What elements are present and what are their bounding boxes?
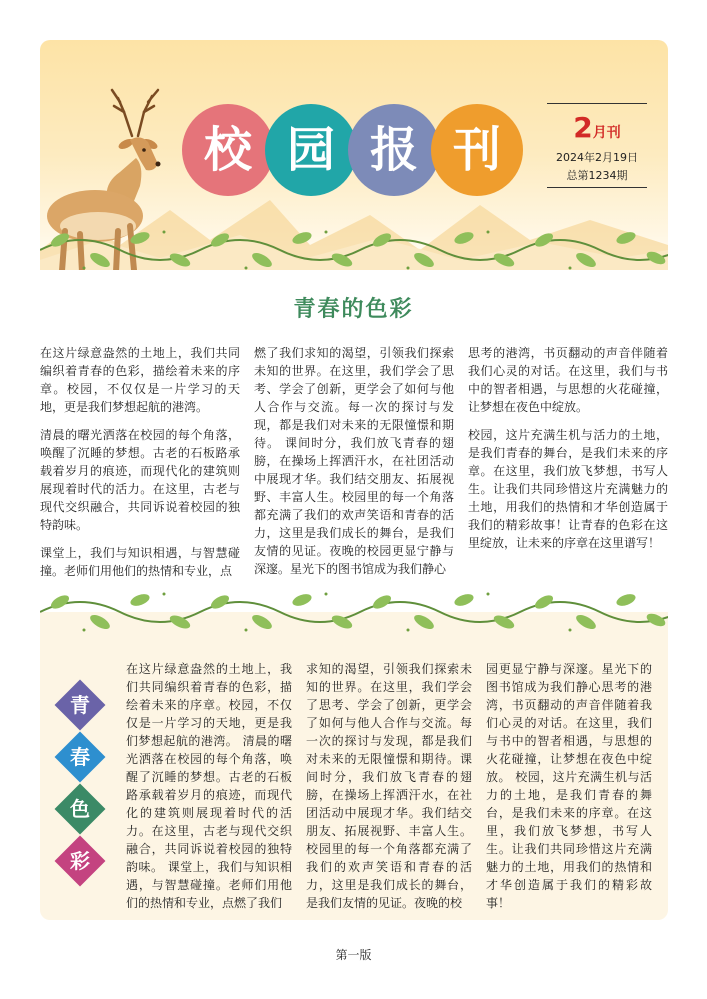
article-column-2: [254, 344, 454, 588]
paragraph: 清晨的曙光洒落在校园的每个角落，唤醒了沉睡的梦想。古老的石板路承载着岁月的痕迹，而现代化的建筑则展现着时代的活力。在这里，古老与现代交织融合，共同诉说着校园的独特韵味。: [40, 428, 240, 532]
feature-column-3: 园更显宁静与深邃。星光下的图书馆成为我们静心思考的港湾，书页翻动的声音伴随着我们心灵的对话。在这里，我们与书中的智者相遇，与思想的火花碰撞，让梦想在夜色中绽放。 校园，这片充满生机与活力的土地，是我们青春的舞台，是我们未来的序章。在这里，我们放飞梦想，书写人生。让我们共同珍惜这片充满魅力的土地，用我们的热情和才华创造属于我们的精彩故事！: [486, 662, 652, 910]
issue-month: [547, 111, 647, 144]
article-columns: [40, 344, 668, 578]
paragraph: 课堂上，我们与知识相遇，与智慧碰撞。老师们用他们的热情和专业，点: [40, 546, 240, 578]
title-char: 校: [182, 104, 274, 196]
paragraph: 燃了我们求知的渴望，引领我们探索未知的世界。在这里，我们学会了思考、学会了创新，更学会了如何与他人合作与交流。每一次的探讨与发现，都是我们对未来的无限憧憬和期待。 课间时分，我们放飞青春的翅膀，在操场上挥洒汗水，在社团活动中展现才华。我们结交朋友、拓展视野、丰富人生。校园里的每一个角落都充满了我们的欢声笑语和青春的活力，这里是我们成长的舞台，是我们友情的见证。夜晚的校园更显宁静与深邃。星光下的图书馆成为我们静心: [254, 346, 454, 576]
article-column-1: [40, 344, 240, 590]
title-char: 园: [265, 104, 357, 196]
issue-month-unit: 月刊: [592, 125, 621, 141]
side-title-char: 青: [70, 693, 90, 717]
feature-column-1: 在这片绿意盎然的土地上，我们共同编织着青春的色彩，描绘着未来的序章。校园，不仅仅是一片学习的天地，更是我们梦想起航的港湾。 清晨的曙光洒落在校园的每个角落，唤醒了沉睡的梦想。古老的石板路承载着岁月的痕迹，而现代化的建筑则展现着时代的活力。在这里，古老与现代交织融合，共同诉说着校园的独特韵味。 课堂上，我们与知识相遇，与智慧碰撞。老师们用他们的热情和专业，点燃了我们: [126, 662, 292, 910]
divider: [547, 103, 647, 104]
issue-month-number: 2: [573, 111, 593, 144]
divider: [547, 187, 647, 188]
issue-date: 2024年2月19日: [556, 151, 638, 164]
title-char: 刊: [431, 104, 523, 196]
paragraph: 思考的港湾，书页翻动的声音伴随着我们心灵的对话。在这里，我们与书中的智者相遇，与思想的火花碰撞，让梦想在夜色中绽放。: [468, 346, 668, 414]
side-title-char: 春: [70, 745, 90, 769]
side-title-char: 彩: [70, 849, 90, 873]
paragraph: 在这片绿意盎然的土地上，我们共同编织着青春的色彩，描绘着未来的序章。校园，不仅仅是一片学习的天地，更是我们梦想起航的港湾。: [40, 346, 240, 414]
feature-columns: [126, 660, 652, 910]
section-title: 青春的色彩: [293, 297, 414, 322]
issue-info: [547, 103, 647, 188]
issue-number: 总第1234期: [566, 169, 628, 182]
page-label: 第一版: [335, 948, 372, 962]
side-title-char: 色: [70, 797, 90, 821]
side-title: [56, 680, 106, 890]
vine-decoration: [40, 590, 668, 634]
feature-column-2: 求知的渴望，引领我们探索未知的世界。在这里，我们学会了思考、学会了创新，更学会了如何与他人合作与交流。每一次的探讨与发现，都是我们对未来的无限憧憬和期待。课间时分，我们放飞青春的翅膀，在操场上挥洒汗水，在社团活动中展现才华。我们结交朋友、拓展视野、丰富人生。 校园里的每一个角落都充满了我们的欢声笑语和青春的活力，这里是我们成长的舞台，是我们友情的见证。夜晚的校: [306, 662, 472, 910]
article-column-3: [468, 344, 668, 562]
vine-decoration: [40, 228, 668, 272]
title-char: 报: [348, 104, 440, 196]
paragraph: 校园，这片充满生机与活力的土地，是我们青春的舞台，是我们未来的序章。在这里，我们放飞梦想，书写人生。让我们共同珍惜这片充满魅力的土地，用我们的热情和才华创造属于我们的精彩故事！让青春的色彩在这里绽放，让未来的序章在这里谱写！: [468, 428, 668, 550]
